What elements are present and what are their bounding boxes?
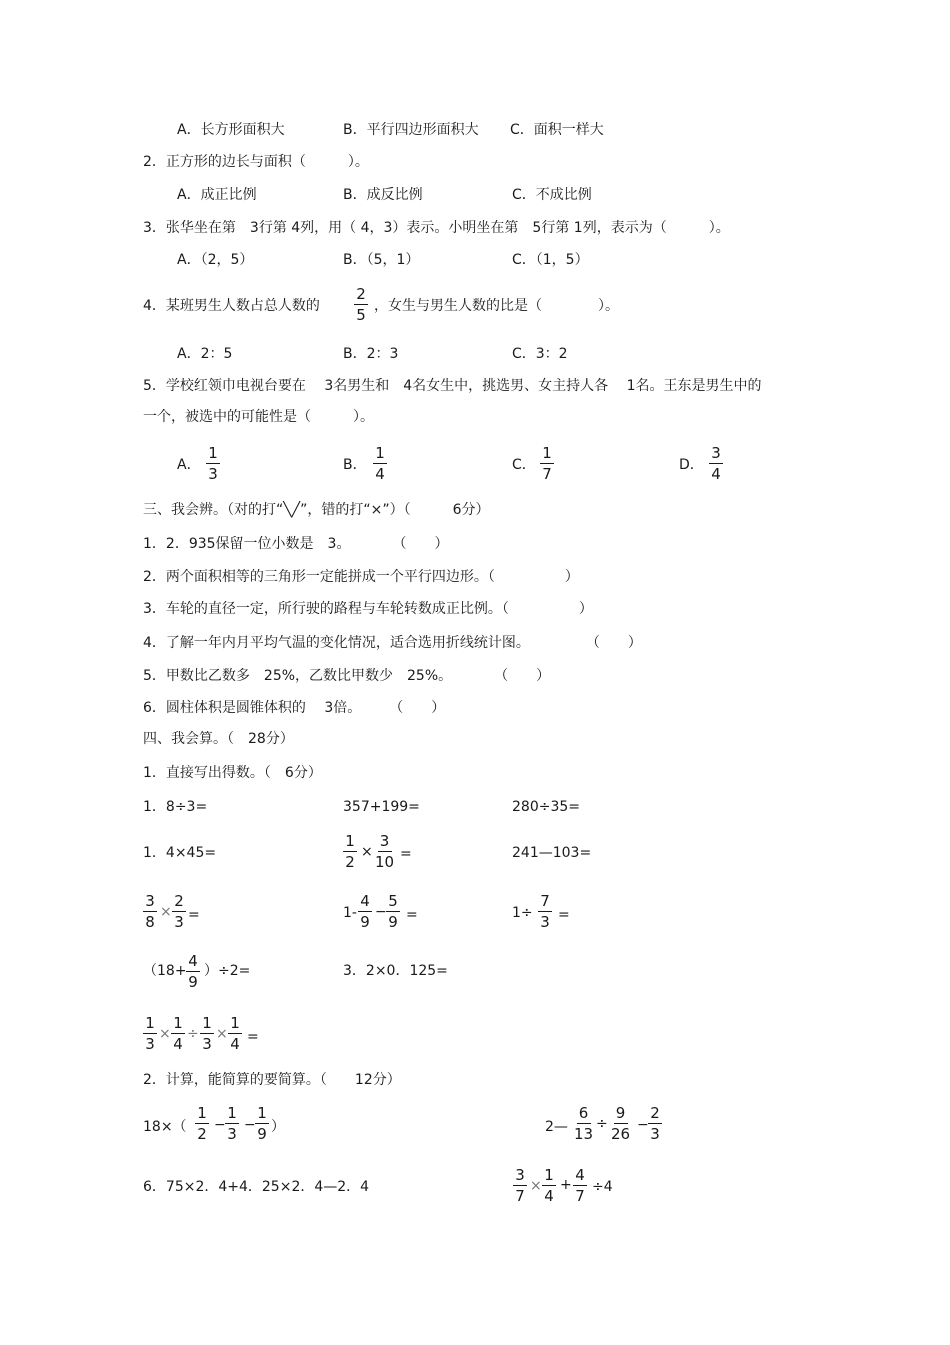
calc-c1-fraction-3 [255,1103,269,1144]
q4-stem-post: ，女生与男生人数的比是（ ）。 [374,298,619,314]
denominator: 9 [257,1125,267,1143]
numerator: 1 [200,1013,214,1034]
q4-fraction [354,284,368,325]
q3-option-a: A．（2，5） [177,252,254,268]
calc-r3a-fraction-2 [172,891,186,932]
denominator: 3 [145,1035,155,1053]
calc-r5-fraction-1 [143,1013,157,1054]
calc-r3c-pre: 1÷ [512,905,533,921]
equals-sign: = [400,846,412,862]
denominator: 3 [650,1125,660,1143]
denominator: 9 [388,913,398,931]
section3-item-4: 4．了解一年内月平均气温的变化情况，适合选用折线统计图。 （ ） [143,635,642,651]
q1-option-b: B．平行四边形面积大 [343,122,479,138]
numerator: 5 [386,891,400,912]
q3-stem: 3．张华坐在第 3行第 4列，用（ 4，3）表示。小明坐在第 5行第 1列，表示为（ ）。 [143,220,730,236]
numerator: 3 [378,831,392,852]
numerator: 7 [538,891,552,912]
numerator: 3 [143,891,157,912]
q4-option-a: A．2：5 [177,346,233,362]
equals-sign: = [406,907,418,923]
times-sign: × [216,1026,228,1042]
denominator: 7 [575,1187,585,1205]
denominator: 3 [208,465,218,483]
denominator: 10 [375,853,395,871]
equals-sign: = [247,1029,259,1045]
denominator: 3 [174,913,184,931]
q4-fraction-denominator: 5 [356,306,366,324]
calc-r3b-fraction-1 [358,891,372,932]
numerator: 1 [343,831,357,852]
calc-r4a-pre: （18+ [143,963,187,979]
calc-r4a-post: ）÷2= [204,963,251,979]
times-sign: × [159,1026,171,1042]
calc-c2-fraction-2 [609,1103,632,1144]
denominator: 9 [188,973,198,991]
calc-r5-fraction-4 [228,1013,242,1054]
numerator: 1 [542,1165,556,1186]
q5-option-c-fraction [540,443,554,484]
calc-r2-a: 1．4×45= [143,845,217,861]
calc-r1-c: 280÷35= [512,799,580,815]
calc-r5-fraction-2 [171,1013,185,1054]
denominator: 26 [611,1125,631,1143]
calc-r3b-pre: 1- [343,905,357,921]
section3-item-3: 3．车轮的直径一定，所行驶的路程与车轮转数成正比例。（ ） [143,601,593,617]
divide-sign: ÷ [187,1026,199,1042]
numerator: 1 [540,443,554,464]
denominator: 7 [542,465,552,483]
section4-sub1: 1．直接写出得数。（ 6分） [143,765,322,781]
q4-stem-pre: 4．某班男生人数占总人数的 [143,298,320,314]
q5-option-b-fraction [373,443,387,484]
numerator: 1 [255,1103,269,1124]
denominator: 7 [515,1187,525,1205]
calc-c2-fraction-3 [648,1103,662,1144]
calc-r2-c: 241—103= [512,845,592,861]
minus-sign: − [214,1117,226,1133]
q1-option-c: C．面积一样大 [510,122,604,138]
plus-sign: + [560,1177,572,1193]
calc-c1-fraction-2 [225,1103,239,1144]
denominator: 4 [711,465,721,483]
section4-sub2: 2．计算，能简算的要简算。（ 12分） [143,1072,401,1088]
denominator: 2 [197,1125,207,1143]
denominator: 4 [544,1187,554,1205]
q1-option-a: A．长方形面积大 [177,122,285,138]
q4-fraction-numerator: 2 [354,284,368,305]
denominator: 8 [145,913,155,931]
q2-option-a: A．成正比例 [177,187,257,203]
minus-sign: − [375,904,387,920]
q3-option-b: B．（5，1） [343,252,420,268]
denominator: 3 [540,913,550,931]
times-sign: × [160,904,172,920]
calc-c4-fraction-1 [513,1165,527,1206]
section3-title: 三、我会辨。（对的打“╲╱”，错的打“×”）（ 6分） [143,502,490,518]
calc-c1-pre: 18×（ [143,1119,187,1135]
numerator: 2 [172,891,186,912]
calc-r1-a: 1．8÷3= [143,799,208,815]
q5-option-a-fraction [206,443,220,484]
q3-option-c: C．（1，5） [512,252,589,268]
denominator: 3 [227,1125,237,1143]
section3-item-2: 2．两个面积相等的三角形一定能拼成一个平行四边形。（ ） [143,569,579,585]
q5-option-a-label: A． [177,457,201,473]
calc-c1-post: ） [271,1119,285,1135]
denominator: 4 [173,1035,183,1053]
times-sign: × [530,1178,542,1194]
numerator: 1 [195,1103,209,1124]
numerator: 1 [171,1013,185,1034]
q5-option-c-label: C． [512,457,536,473]
denominator: 4 [375,465,385,483]
calc-r3c-fraction [538,891,552,932]
calc-c1-fraction-1 [195,1103,209,1144]
q2-option-c: C．不成比例 [512,187,592,203]
calc-r3a-fraction-1 [143,891,157,932]
calc-c2-pre: 2— [545,1119,568,1135]
q5-option-d-label: D． [679,457,704,473]
q5-stem-line2: 一个，被选中的可能性是（ ）。 [143,409,374,425]
numerator: 1 [206,443,220,464]
numerator: 3 [709,443,723,464]
calc-c4-fraction-2 [542,1165,556,1206]
q5-option-b-label: B． [343,457,367,473]
q2-option-b: B．成反比例 [343,187,423,203]
q5-option-d-fraction [709,443,723,484]
numerator: 3 [513,1165,527,1186]
minus-sign: − [244,1117,256,1133]
denominator: 4 [230,1035,240,1053]
numerator: 4 [573,1165,587,1186]
q5-stem-line1: 5．学校红领巾电视台要在 3名男生和 4名女生中，挑选男、女主持人各 1名。王东是男生中的 [143,378,762,394]
calc-r1-b: 357+199= [343,799,420,815]
calc-r2b-fraction-2 [373,831,396,872]
denominator: 13 [574,1125,594,1143]
numerator: 2 [648,1103,662,1124]
q4-option-c: C．3：2 [512,346,568,362]
numerator: 1 [228,1013,242,1034]
section3-item-1: 1．2．935保留一位小数是 3。 （ ） [143,536,449,552]
numerator: 6 [577,1103,591,1124]
equals-sign: = [188,907,200,923]
section3-item-6: 6．圆柱体积是圆锥体积的 3倍。 （ ） [143,700,446,716]
numerator: 1 [225,1103,239,1124]
numerator: 1 [143,1013,157,1034]
calc-c2-fraction-1 [572,1103,595,1144]
denominator: 9 [360,913,370,931]
minus-sign: − [637,1117,649,1133]
calc-c3: 6．75×2．4+4．25×2．4—2．4 [143,1179,370,1195]
calc-r4-b: 3．2×0．125= [343,963,448,979]
section4-title: 四、我会算。（ 28分） [143,731,294,747]
calc-r3b-fraction-2 [386,891,400,932]
calc-r2b-fraction-1 [343,831,357,872]
numerator: 4 [358,891,372,912]
calc-r4a-fraction [186,951,200,992]
numerator: 4 [186,951,200,972]
numerator: 1 [373,443,387,464]
times-sign: × [361,844,373,860]
numerator: 9 [614,1103,628,1124]
q2-stem: 2．正方形的边长与面积（ ）。 [143,154,369,170]
divide-sign: ÷ [596,1116,608,1132]
section3-item-5: 5．甲数比乙数多 25%，乙数比甲数少 25%。 （ ） [143,668,551,684]
q4-option-b: B．2：3 [343,346,399,362]
denominator: 3 [202,1035,212,1053]
calc-c4-fraction-3 [573,1165,587,1206]
equals-sign: = [558,907,570,923]
calc-c4-post: ÷4 [592,1179,613,1195]
calc-r5-fraction-3 [200,1013,214,1054]
denominator: 2 [345,853,355,871]
